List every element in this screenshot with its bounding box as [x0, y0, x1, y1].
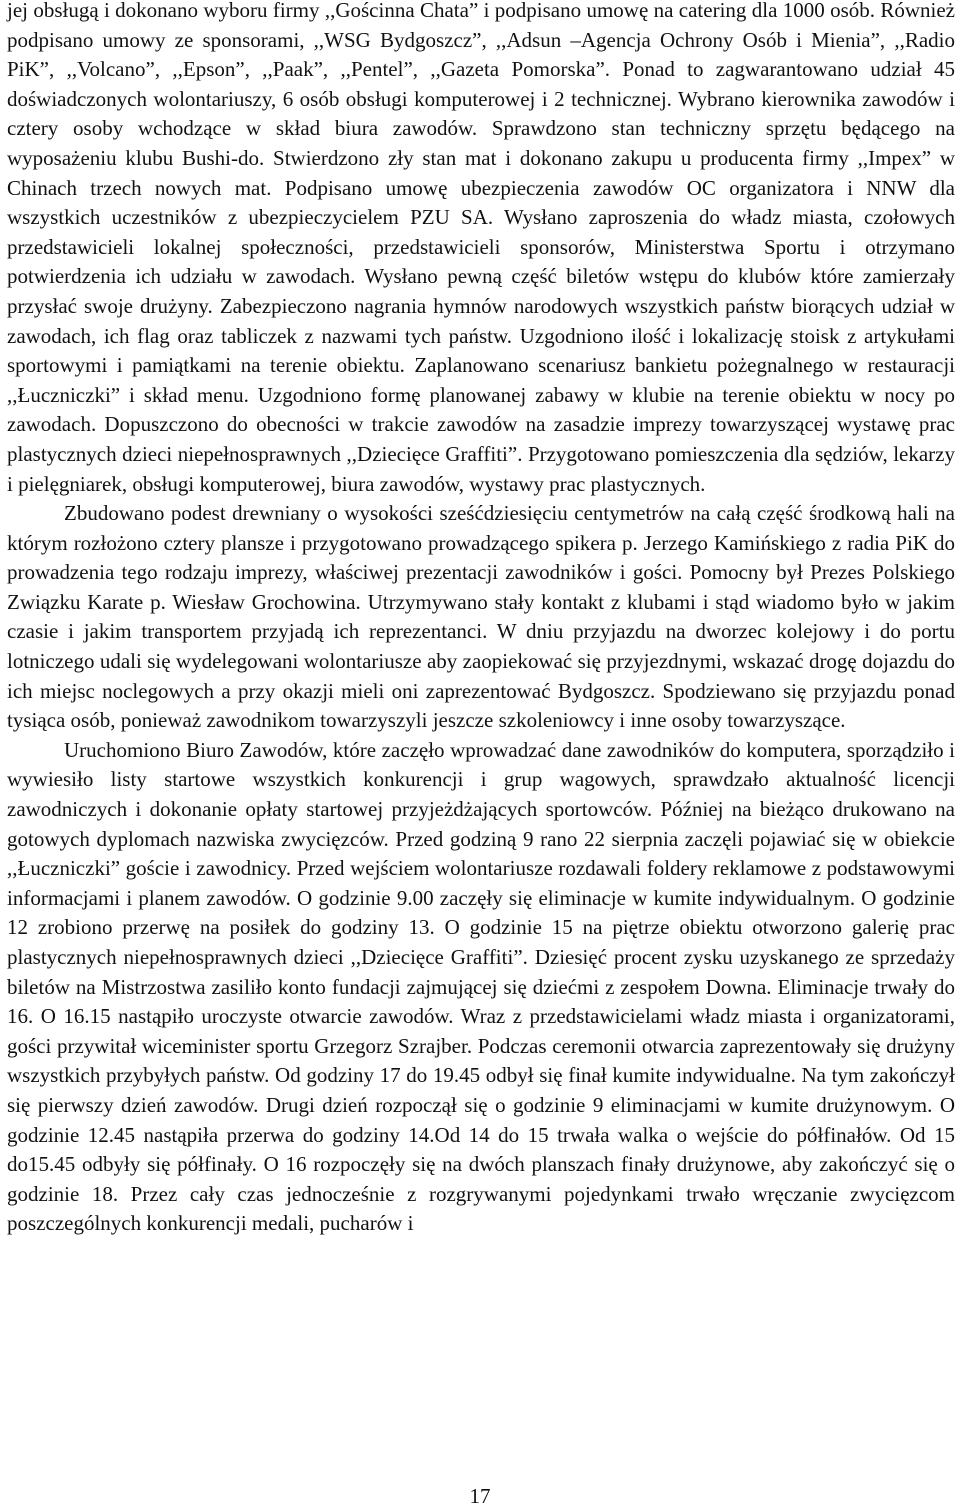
paragraph-stage-preparation: Zbudowano podest drewniany o wysokości sześćdziesięciu centymetrów na całą część środkową hali na którym rozłożono cztery plansze i przygotowano prowadzącego spikera p. Jerzego Kamińskiego z radia PiK do prowadzenia tego rodzaju imprezy, właściwej prezentacji zawodników i gości. Pomocny był Prezes Polskiego Związku Karate p. Wiesław Grochowina. Utrzymywano stały kontakt z klubami i stąd wiadomo było w jakim czasie i jakim transportem przyjadą ich reprezentanci. W dniu przyjazdu na dworzec kolejowy i do portu lotniczego udali się wydelegowani wolontariusze aby zaopiekować się przyjezdnymi, wskazać drogę dojazdu do ich miejsc noclegowych a przy okazji mieli oni zaprezentować Bydgoszcz. Spodziewano się przyjazdu ponad tysiąca osób, ponieważ zawodnikom towarzyszyli jeszcze szkoleniowcy i inne osoby towarzyszące.: [7, 501, 955, 733]
page-number: 17: [469, 1484, 491, 1508]
paragraph-catering-sponsors: jej obsługą i dokonano wyboru firmy ,,Gościnna Chata” i podpisano umowę na catering dla 1000 osób. Również podpisano umowy ze sponsorami, ,,WSG Bydgoszcz”, ,,Adsun –Agencja Ochrony Osób i Mienia”, ,,Radio PiK”, ,,Volcano”, ,,Epson”, ,,Paak”, ,,Pentel”, ,,Gazeta Pomorska”. Ponad to zagwarantowano udział 45 doświadczonych wolontariuszy, 6 osób obsługi komputerowej i 2 technicznej. Wybrano kierownika zawodów i cztery osoby wchodzące w skład biura zawodów. Sprawdzono stan techniczny sprzętu będącego na wyposażeniu klubu Bushi-do. Stwierdzono zły stan mat i dokonano zakupu u producenta firmy ,,Impex” w Chinach trzech nowych mat. Podpisano umowę ubezpieczenia zawodów OC organizatora i NNW dla wszystkich uczestników z ubezpieczycielem PZU SA. Wysłano zaproszenia do władz miasta, czołowych przedstawicieli lokalnej społeczności, przedstawicieli sponsorów, Ministerstwa Sportu i otrzymano potwierdzenia ich udziału w zawodach. Wysłano pewną część biletów wstępu do klubów które zamierzały przysłać swoje drużyny. Zabezpieczono nagrania hymnów narodowych wszystkich państw biorących udział w zawodach, ich flag oraz tabliczek z nazwami tych państw. Uzgodniono ilość i lokalizację stoisk z artykułami sportowymi i pamiątkami na terenie obiektu. Zaplanowano scenariusz bankietu pożegnalnego w restauracji ,,Łuczniczki” i skład menu. Uzgodniono formę planowanej zabawy w klubie na terenie obiektu w nocy po zawodach. Dopuszczono do obecności w trakcie zawodów na zasadzie imprezy towarzyszącej wystawę prac plastycznych dzieci niepełnosprawnych ,,Dziecięce Graffiti”. Przygotowano pomieszczenia dla sędziów, lekarzy i pielęgniarek, obsługi komputerowej, biura zawodów, wystawy prac plastycznych.: [7, 0, 955, 496]
paragraph-competition-office: Uruchomiono Biuro Zawodów, które zaczęło wprowadzać dane zawodników do komputera, sporządziło i wywiesiło listy startowe wszystkich konkurencji i grup wagowych, sprawdzało aktualność licencji zawodniczych i dokonanie opłaty startowej przyjeżdżających sportowców. Później na bieżąco drukowano na gotowych dyplomach nazwiska zwycięzców. Przed godziną 9 rano 22 sierpnia zaczęli pojawiać się w obiekcie ,,Łuczniczki” goście i zawodnicy. Przed wejściem wolontariusze rozdawali foldery reklamowe z podstawowymi informacjami i planem zawodów. O godzinie 9.00 zaczęły się eliminacje w kumite indywidualnym. O godzinie 12 zrobiono przerwę na posiłek do godziny 13. O godzinie 15 na piętrze obiektu otworzono galerię prac plastycznych niepełnosprawnych dzieci ,,Dziecięce Graffiti”. Dziesięć procent zysku uzyskanego ze sprzedaży biletów na Mistrzostwa zasiliło konto fundacji zajmującej się dziećmi z zespołem Downa. Eliminacje trwały do 16. O 16.15 nastąpiło uroczyste otwarcie zawodów. Wraz z przedstawicielami władz miasta i organizatorami, gości przywitał wiceminister sportu Grzegorz Szrajber. Podczas ceremonii otwarcia zaprezentowały się drużyny wszystkich przybyłych państw. Od godziny 17 do 19.45 odbył się finał kumite indywidualne. Na tym zakończył się pierwszy dzień zawodów. Drugi dzień rozpoczął się o godzinie 9 eliminacjami w kumite drużynowym. O godzinie 12.45 nastąpiła przerwa do godziny 14.Od 14 do 15 trwała walka o wejście do półfinałów. Od 15 do15.45 odbyły się półfinały. O 16 rozpoczęły się na dwóch planszach finały drużynowe, aby zakończyć się o godzinie 18. Przez cały czas jednocześnie z rozgrywanymi pojedynkami trwało wręczanie zwycięzcom poszczególnych konkurencji medali, pucharów i: [7, 737, 955, 1236]
document-page: [7, 0, 955, 1239]
